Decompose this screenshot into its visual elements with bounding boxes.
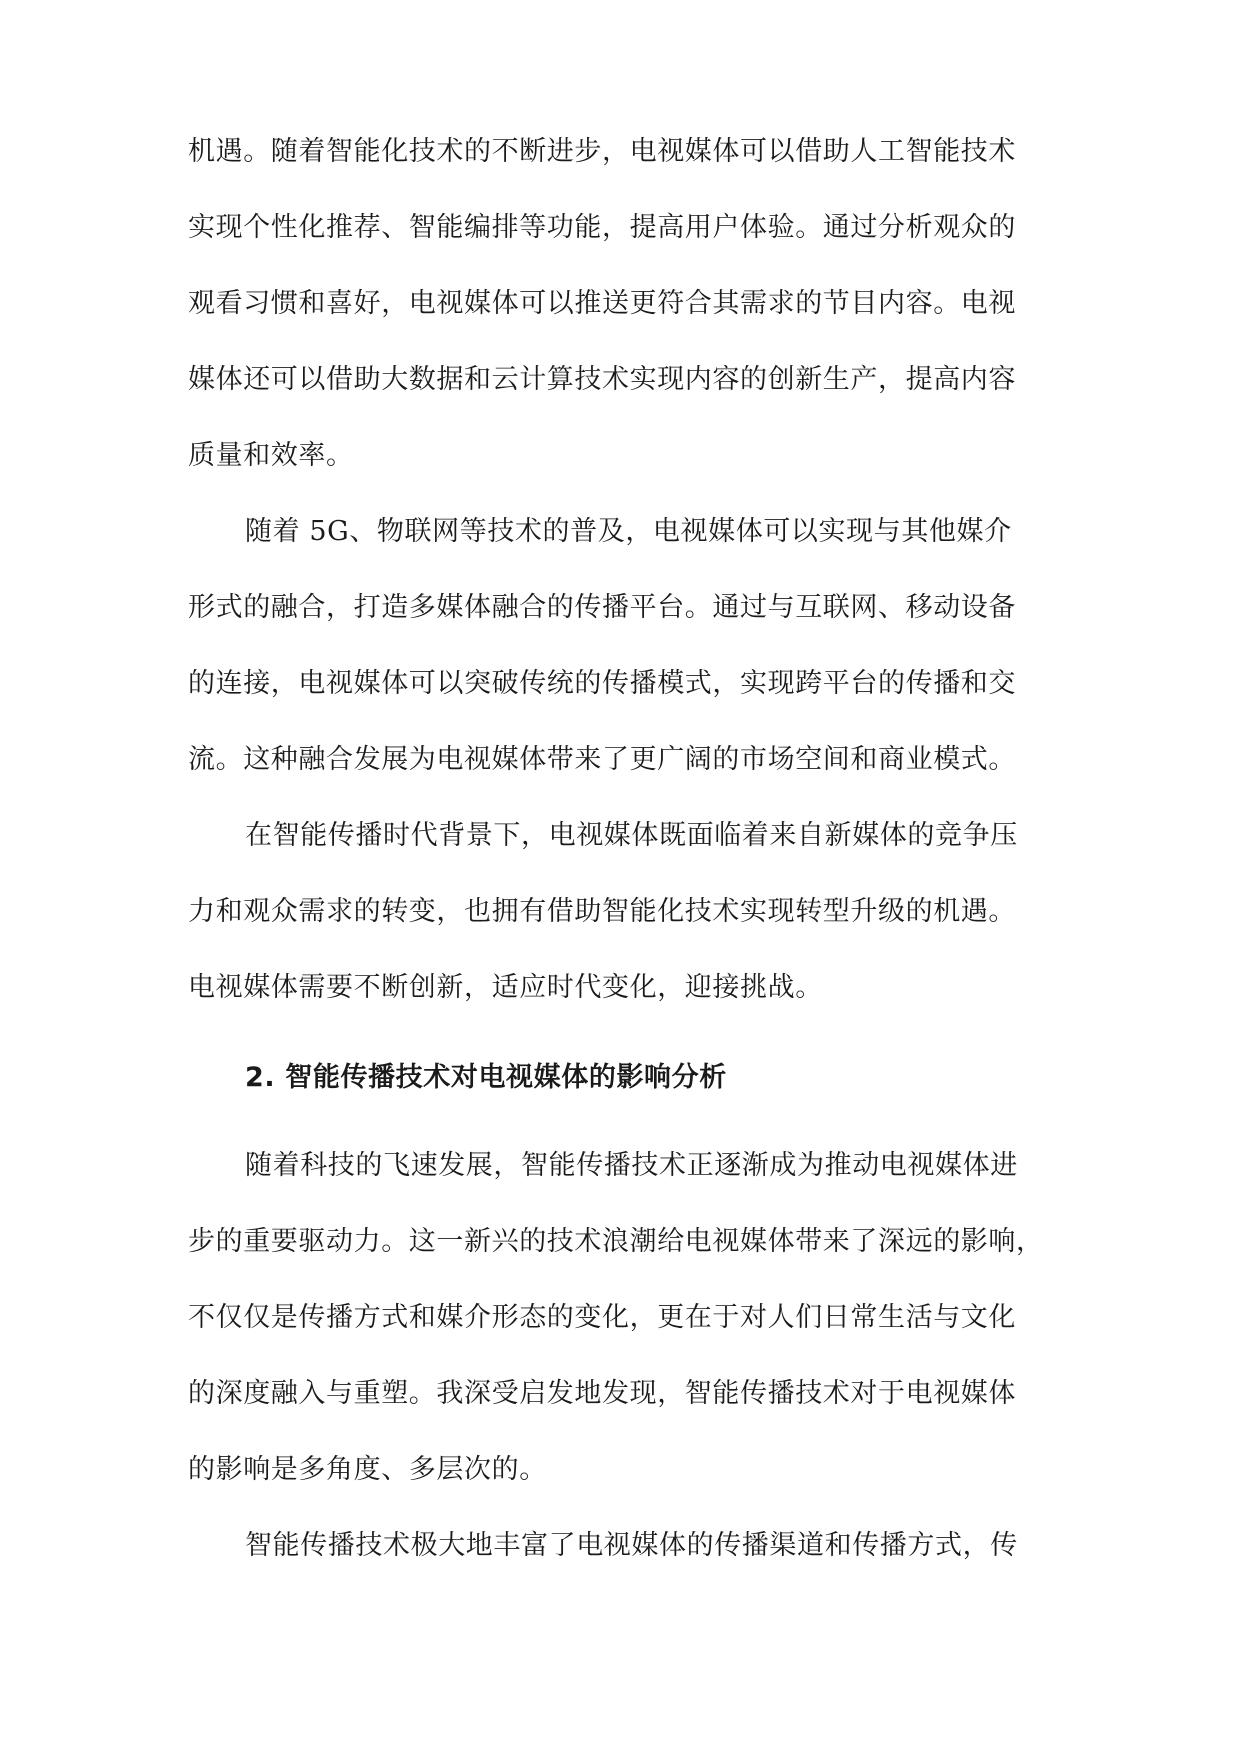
paragraph-line: 随着科技的飞速发展，智能传播技术正逐渐成为推动电视媒体进: [245, 1150, 1018, 1181]
paragraph-line: 力和观众需求的转变，也拥有借助智能化技术实现转型升级的机遇。: [188, 896, 1016, 927]
paragraph-line: 流。这种融合发展为电视媒体带来了更广阔的市场空间和商业模式。: [188, 744, 1016, 775]
paragraph-line: 媒体还可以借助大数据和云计算技术实现内容的创新生产，提高内容: [188, 364, 1016, 395]
paragraph-line: 的影响是多角度、多层次的。: [188, 1454, 547, 1485]
paragraph-line: 不仅仅是传播方式和媒介形态的变化，更在于对人们日常生活与文化: [188, 1302, 1016, 1333]
paragraph-line: 随着 5G、物联网等技术的普及，电视媒体可以实现与其他媒介: [245, 516, 1012, 547]
paragraph-line: 电视媒体需要不断创新，适应时代变化，迎接挑战。: [188, 972, 823, 1003]
paragraph-line: 形式的融合，打造多媒体融合的传播平台。通过与互联网、移动设备: [188, 592, 1016, 623]
paragraph-line: 智能传播技术极大地丰富了电视媒体的传播渠道和传播方式，传: [245, 1530, 1018, 1561]
paragraph-line: 质量和效率。: [188, 440, 354, 471]
paragraph-line: 实现个性化推荐、智能编排等功能，提高用户体验。通过分析观众的: [188, 212, 1016, 243]
paragraph-line: 步的重要驱动力。这一新兴的技术浪潮给电视媒体带来了深远的影响，: [188, 1226, 1044, 1257]
paragraph-line: 的连接，电视媒体可以突破传统的传播模式，实现跨平台的传播和交: [188, 668, 1016, 699]
paragraph-line: 观看习惯和喜好，电视媒体可以推送更符合其需求的节目内容。电视: [188, 288, 1016, 319]
paragraph-line: 机遇。随着智能化技术的不断进步，电视媒体可以借助人工智能技术: [188, 136, 1016, 167]
paragraph-line: 的深度融入与重塑。我深受启发地发现，智能传播技术对于电视媒体: [188, 1378, 1016, 1409]
paragraph-line: 在智能传播时代背景下，电视媒体既面临着来自新媒体的竞争压: [245, 820, 1018, 851]
section-heading: 2. 智能传播技术对电视媒体的影响分析: [245, 1062, 727, 1093]
